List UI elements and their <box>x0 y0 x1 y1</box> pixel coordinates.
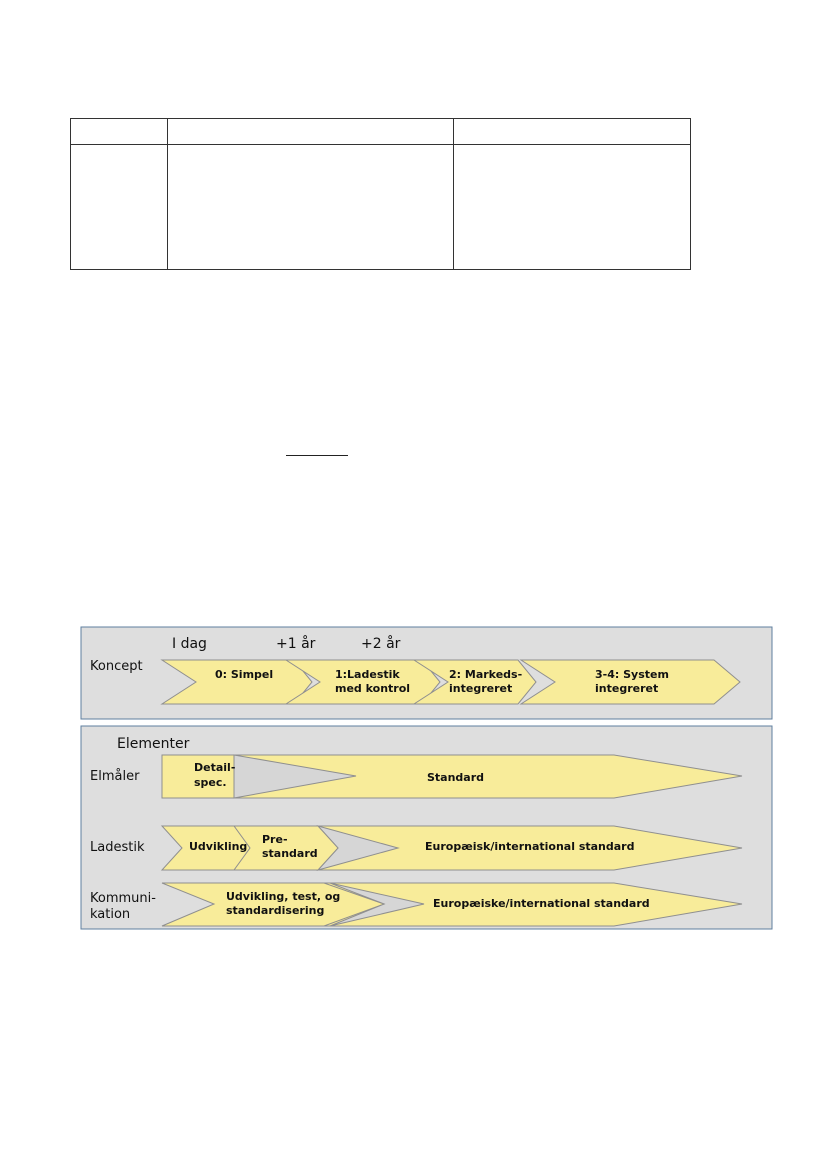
kommunikation-development-label-line1: Udvikling, test, og <box>226 890 341 903</box>
row-label-elmaler: Elmåler <box>90 769 140 784</box>
row-label-kommunikation-line1: Kommuni- <box>90 891 156 906</box>
kommunikation-development-label-line2: standardisering <box>226 904 325 917</box>
ladestik-standard-label: Europæisk/international standard <box>425 840 635 853</box>
concept-step-3-label-line2: integreret <box>595 682 659 695</box>
concept-step-3-label-line1: 3-4: System <box>595 668 669 681</box>
concept-step-2-label-line1: 2: Markeds- <box>449 668 523 681</box>
concept-step-2-label-line2: integreret <box>449 682 513 695</box>
elements-panel <box>81 726 772 929</box>
timeline-label-today: I dag <box>172 636 207 652</box>
timeline-label-plus-two: +2 år <box>361 636 401 652</box>
timeline-label-plus-one: +1 år <box>276 636 316 652</box>
concept-step-1-label-line2: med kontrol <box>335 682 411 695</box>
row-label-koncept: Koncept <box>90 659 143 674</box>
kommunikation-standard-label: Europæiske/international standard <box>433 897 650 910</box>
concept-step-1-label-line1: 1:Ladestik <box>335 668 400 681</box>
elmaler-standard-label: Standard <box>427 771 485 784</box>
concept-panel <box>81 627 772 719</box>
ladestik-pre-label-line2: standard <box>262 847 318 860</box>
row-label-kommunikation-line2: kation <box>90 907 131 922</box>
ladestik-pre-label-line1: Pre- <box>262 833 288 846</box>
elements-title: Elementer <box>117 736 190 752</box>
concept-step-0-label: 0: Simpel <box>215 668 274 681</box>
elmaler-detail-label-line2: spec. <box>194 776 227 789</box>
row-label-ladestik: Ladestik <box>90 840 145 855</box>
ladestik-udvikling-label: Udvikling <box>189 840 248 853</box>
elmaler-detail-label-line1: Detail- <box>194 761 236 774</box>
